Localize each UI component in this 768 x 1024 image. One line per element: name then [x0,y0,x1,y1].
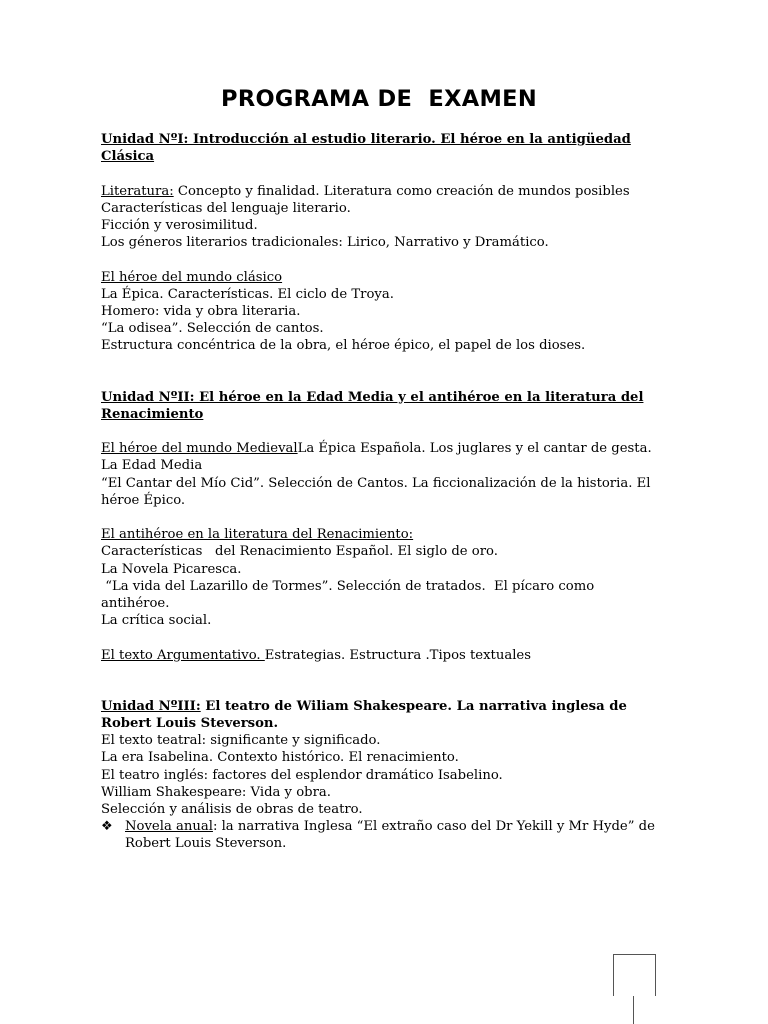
text-line: William Shakespeare: Vida y obra. [101,784,331,800]
medieval-text: La Épica Española. Los juglares y el cantar de gesta. La Edad Media [101,441,652,474]
text-line: “La odisea”. Selección de cantos. [101,321,324,337]
unit2-medieval-line [101,440,661,474]
unit3-heading-label: Unidad NºIII: [101,698,201,714]
text-line: Características del lenguaje literario. [101,200,351,216]
literatura-label: Literatura: [101,183,174,199]
argumentativo-text: Estrategias. Estructura .Tipos textuales [264,647,531,663]
page-corner-box [613,954,656,996]
unit3-heading [101,698,661,732]
medieval-label: El héroe del mundo Medieval [101,441,298,457]
text-line: El teatro inglés: factores del esplendor dramático Isabelino. [101,767,503,783]
novela-text: : la narrativa Inglesa “El extraño caso del Dr Yekill y Mr Hyde” de Robert Louis Steverson. [125,819,655,852]
text-line: Los géneros literarios tradicionales: Lirico, Narrativo y Dramático. [101,235,549,251]
text-line: Selección y análisis de obras de teatro. [101,802,363,818]
argumentativo-label: El texto Argumentativo. [101,647,265,663]
unit1-literatura-line [101,183,661,200]
text-line: Características del Renacimiento Español. El siglo de oro. [101,544,498,560]
novela-label: Novela anual [125,819,213,835]
heroe-clasico-label: El héroe del mundo clásico [101,269,283,285]
novela-text-block [125,818,661,852]
page-corner-line [633,996,634,1024]
text-line: Estructura concéntrica de la obra, el héroe épico, el papel de los dioses. [101,338,586,354]
text-line: La crítica social. [101,613,212,629]
novela-bullet-item [101,818,661,852]
text-line: La Épica. Características. El ciclo de Troya. [101,286,394,302]
unit1-heading: Unidad NºI: Introducción al estudio literario. El héroe en la antigüedad Clásica [101,132,631,165]
text-line: Homero: vida y obra literaria. [101,304,301,319]
text-line: El texto teatral: significante y significado. [101,733,381,749]
cid-text: “El Cantar del Mío Cid”. Selección de Cantos. La ficcionalización de la historia. El héroe Épico. [101,475,651,508]
text-line: La era Isabelina. Contexto histórico. El renacimiento. [101,750,459,766]
document-title: PROGRAMA DE EXAMEN [221,86,537,112]
antiheroe-label: El antihéroe en la literatura del Renacimiento: [101,527,414,543]
literatura-text: Concepto y finalidad. Literatura como creación de mundos posibles [173,183,630,199]
argumentativo-line [101,647,661,664]
text-line: La Novela Picaresca. [101,561,242,577]
text-line: Ficción y verosimilitud. [101,218,258,233]
document-content [101,131,661,853]
unit2-heading: Unidad NºII: El héroe en la Edad Media y el antihéroe en la literatura del Renacimiento [101,389,644,422]
unit3-heading-text: El teatro de Wiliam Shakespeare. La narrativa inglesa de Robert Louis Steverson. [101,698,627,732]
text-line: “La vida del Lazarillo de Tormes”. Selección de tratados. El pícaro como antihéroe. [101,578,599,612]
diamond-bullet-icon: ❖ [101,819,113,835]
